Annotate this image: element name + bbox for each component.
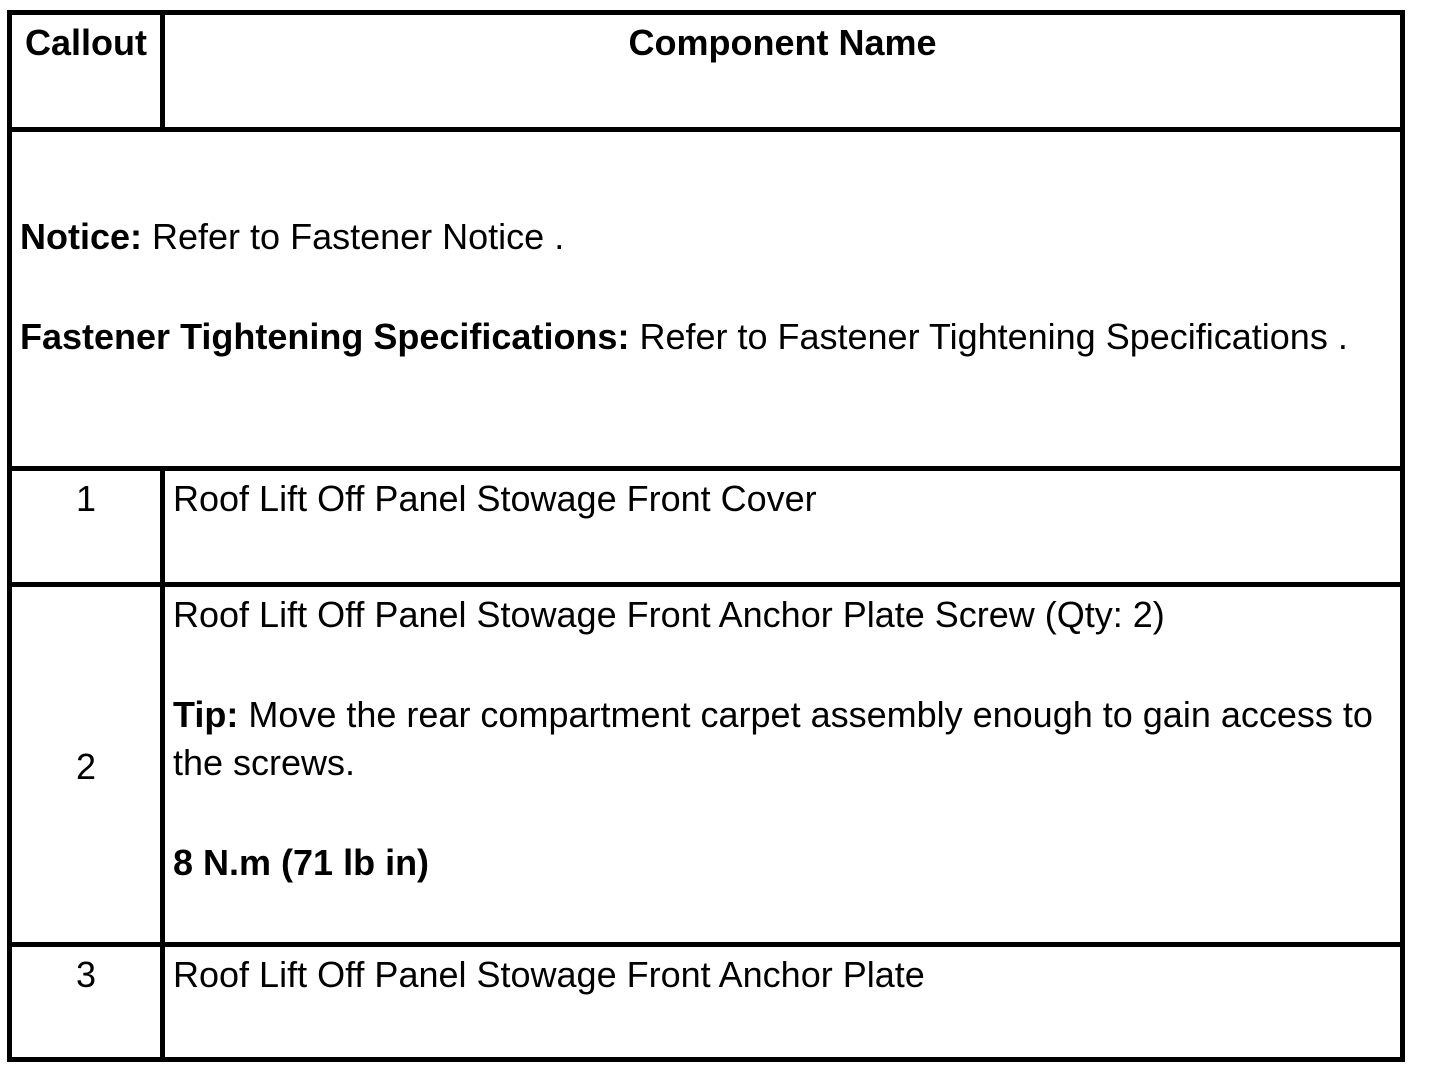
component-name-text: Roof Lift Off Panel Stowage Front Anchor Plate [173,954,925,995]
callout-number: 2 [10,585,163,945]
table-row [10,469,1403,585]
component-table [7,10,1405,1062]
tip-paragraph [173,691,1390,787]
component-name [163,585,1403,945]
notice-label: Notice: [20,216,143,257]
tip-text: Move the rear compartment carpet assembly enough to gain access to the screws. [173,694,1373,783]
header-row [10,13,1403,130]
torque-spec [173,839,1390,887]
component-name-text: Roof Lift Off Panel Stowage Front Cover [173,478,817,519]
callout-number: 3 [10,945,163,1060]
callout-number: 1 [10,469,163,585]
table-row [10,585,1403,945]
tip-label: Tip: [173,694,239,735]
notice-row [10,130,1403,469]
fastener-spec-label: Fastener Tightening Specifications: [20,316,630,357]
torque-value: 8 N.m (71 lb in) [173,842,430,883]
component-name [163,945,1403,1060]
component-name [163,469,1403,585]
notice-text: Refer to Fastener Notice . [142,216,565,257]
notice-cell [10,130,1403,469]
component-name-header: Component Name [163,13,1403,130]
callout-header: Callout [10,13,163,130]
fastener-spec-text: Refer to Fastener Tightening Specifications . [629,316,1348,357]
notice-paragraph [20,213,1390,261]
table-row [10,945,1403,1060]
fastener-spec-paragraph [20,313,1390,361]
component-name-text: Roof Lift Off Panel Stowage Front Anchor Plate Screw (Qty: 2) [173,594,1165,635]
